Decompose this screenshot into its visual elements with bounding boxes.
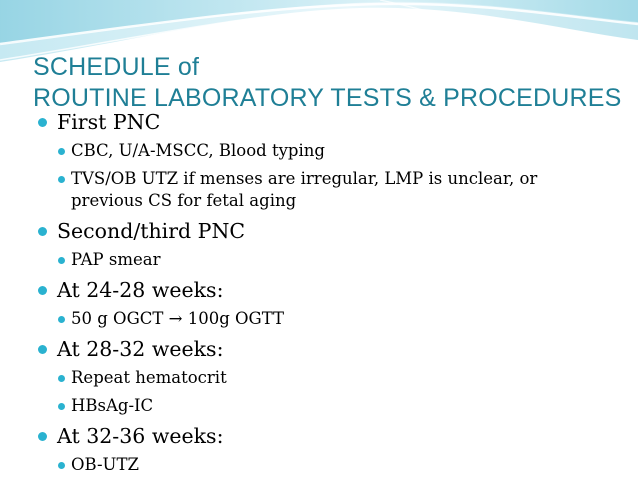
bullet-dot-icon [38, 227, 47, 236]
slide-title-line1: SCHEDULE of [33, 53, 200, 81]
bullet-dot-icon [58, 176, 65, 183]
bullet-dot-icon [58, 316, 65, 323]
bullet-dot-icon [38, 345, 47, 354]
bullet-first-pnc: First PNC [38, 110, 160, 134]
slide-title-line2: ROUTINE LABORATORY TESTS & PROCEDURES [33, 84, 622, 112]
sub-bullet-ob-utz: OB-UTZ [58, 454, 139, 476]
sub-bullet-tvs-continued: previous CS for fetal aging [71, 191, 297, 210]
bullet-dot-icon [38, 432, 47, 441]
bullet-dot-icon [58, 403, 65, 410]
bullet-second-third-pnc: Second/third PNC [38, 219, 245, 243]
bullet-28-32-weeks: At 28-32 weeks: [38, 337, 223, 361]
bullet-32-36-weeks: At 32-36 weeks: [38, 424, 223, 448]
sub-bullet-tvs: TVS/OB UTZ if menses are irregular, LMP is unclear, or [58, 168, 537, 190]
sub-bullet-cbc: CBC, U/A-MSCC, Blood typing [58, 140, 325, 162]
bullet-dot-icon [58, 148, 65, 155]
sub-bullet-hematocrit: Repeat hematocrit [58, 367, 227, 389]
bullet-24-28-weeks: At 24-28 weeks: [38, 278, 223, 302]
sub-bullet-pap: PAP smear [58, 249, 160, 271]
bullet-dot-icon [58, 375, 65, 382]
sub-bullet-ogct: 50 g OGCT → 100g OGTT [58, 308, 284, 330]
bullet-dot-icon [58, 462, 65, 469]
sub-bullet-hbsag: HBsAg-IC [58, 395, 153, 417]
bullet-dot-icon [38, 118, 47, 127]
bullet-dot-icon [58, 257, 65, 264]
bullet-dot-icon [38, 286, 47, 295]
